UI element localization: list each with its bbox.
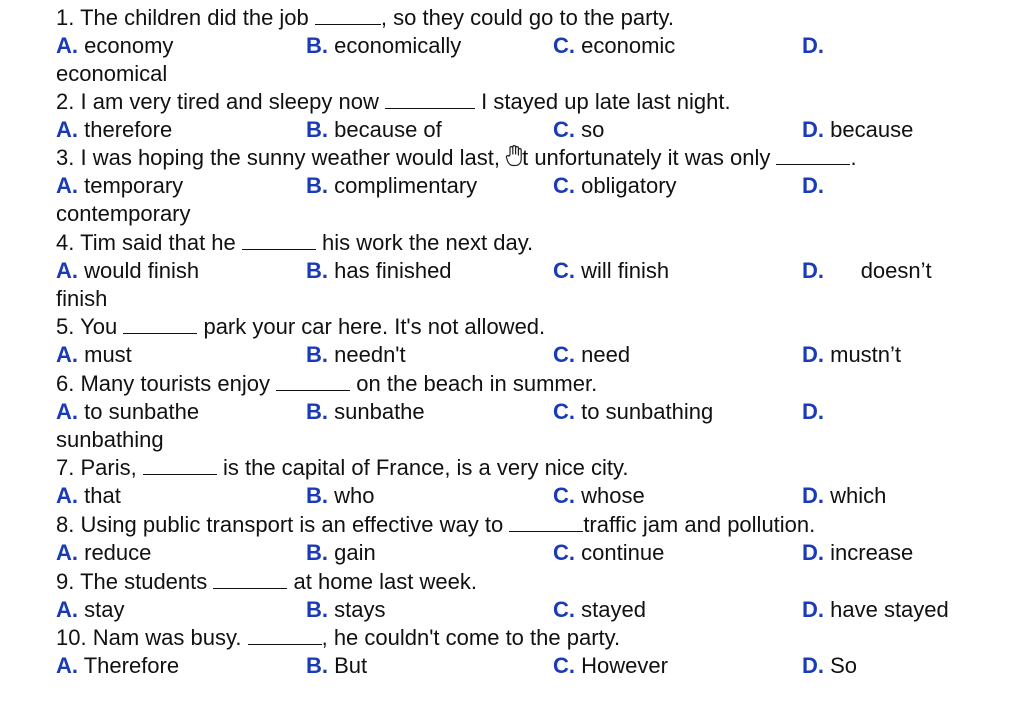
answer-blank xyxy=(242,231,316,250)
question-text: Paris, xyxy=(80,455,137,480)
question-text-end: is the capital of France, is a very nice city. xyxy=(222,455,629,480)
option-c[interactable]: C. will finish xyxy=(553,258,670,283)
question-text-end: at home last week. xyxy=(293,569,477,594)
option-d[interactable]: D. xyxy=(802,399,824,424)
question-6 xyxy=(56,370,1016,398)
question-text-end: I stayed up late last night. xyxy=(481,89,731,114)
question-8 xyxy=(56,511,1016,539)
option-c[interactable]: C. economic xyxy=(553,33,676,58)
options-3 xyxy=(56,172,1016,200)
option-b[interactable]: B. has finished xyxy=(306,258,452,283)
question-number: 8. xyxy=(56,512,75,537)
answer-blank xyxy=(213,570,287,589)
question-text: Many tourists enjoy xyxy=(80,371,271,396)
option-d-continued: contemporary xyxy=(56,201,191,226)
option-a[interactable]: A. to sunbathe xyxy=(56,399,200,424)
question-number: 1. xyxy=(56,5,75,30)
option-a[interactable]: A. would finish xyxy=(56,258,200,283)
question-number: 4. xyxy=(56,230,75,255)
question-number: 6. xyxy=(56,371,75,396)
option-b[interactable]: B. But xyxy=(306,653,368,678)
question-text: I am very tired and sleepy now xyxy=(80,89,379,114)
question-number: 2. xyxy=(56,89,75,114)
question-text-end: his work the next day. xyxy=(322,230,534,255)
question-9 xyxy=(56,568,1016,596)
answer-blank xyxy=(248,626,322,645)
option-c[interactable]: C. obligatory xyxy=(553,173,677,198)
option-b[interactable]: B. economically xyxy=(306,33,462,58)
option-d[interactable]: D. doesn’t xyxy=(802,258,932,283)
option-c[interactable]: C. stayed xyxy=(553,597,646,622)
option-c[interactable]: C. so xyxy=(553,117,605,142)
answer-blank xyxy=(509,513,583,532)
question-text-end: , so they could go to the party. xyxy=(380,5,675,30)
question-4 xyxy=(56,229,1016,257)
option-d-continued: sunbathing xyxy=(56,427,164,452)
question-3: 3. I was hoping the sunny weather would last, t unfortunately it was only . xyxy=(56,144,1016,172)
option-c[interactable]: C. However xyxy=(553,653,668,678)
question-text-end: traffic jam and pollution. xyxy=(583,512,816,537)
option-a[interactable]: A. temporary xyxy=(56,173,184,198)
option-d[interactable]: D. have stayed xyxy=(802,597,949,622)
option-b[interactable]: B. complimentary xyxy=(306,173,478,198)
question-text-end: t unfortunately it was only xyxy=(522,145,771,170)
answer-blank xyxy=(123,315,197,334)
question-5 xyxy=(56,313,1016,341)
option-d[interactable]: D. because xyxy=(802,117,914,142)
option-b[interactable]: B. sunbathe xyxy=(306,399,425,424)
question-text: Nam was busy. xyxy=(92,625,242,650)
option-a[interactable]: A. must xyxy=(56,342,132,367)
options-9 xyxy=(56,596,1016,624)
options-8 xyxy=(56,539,1016,567)
question-1 xyxy=(56,4,1016,32)
option-a[interactable]: A. Therefore xyxy=(56,653,180,678)
question-text: I was hoping the sunny weather would last, xyxy=(80,145,500,170)
options-5 xyxy=(56,341,1016,369)
options-4 xyxy=(56,257,1016,285)
question-text: The children did the job xyxy=(80,5,309,30)
answer-blank xyxy=(143,456,217,475)
option-d-continued: economical xyxy=(56,61,168,86)
question-text: The students xyxy=(80,569,208,594)
option-c[interactable]: C. need xyxy=(553,342,631,367)
option-d[interactable]: D. which xyxy=(802,483,887,508)
option-b[interactable]: B. needn't xyxy=(306,342,406,367)
question-text: You xyxy=(80,314,118,339)
question-number: 5. xyxy=(56,314,75,339)
answer-blank xyxy=(315,6,381,25)
question-10 xyxy=(56,624,1016,652)
option-d[interactable]: D. mustn’t xyxy=(802,342,902,367)
option-c[interactable]: C. to sunbathing xyxy=(553,399,714,424)
option-a[interactable]: A. stay xyxy=(56,597,125,622)
option-d[interactable]: D. xyxy=(802,33,824,58)
option-d-continued: finish xyxy=(56,286,108,311)
option-a[interactable]: A. reduce xyxy=(56,540,152,565)
question-text-end: on the beach in summer. xyxy=(356,371,598,396)
options-1 xyxy=(56,32,1016,60)
options-7 xyxy=(56,482,1016,510)
question-text: Tim said that he xyxy=(80,230,236,255)
option-c[interactable]: C. whose xyxy=(553,483,645,508)
option-d[interactable]: D. xyxy=(802,173,824,198)
question-text-end: , he couldn't come to the party. xyxy=(321,625,621,650)
question-text: Using public transport is an effective way to xyxy=(80,512,504,537)
question-text-end: park your car here. It's not allowed. xyxy=(203,314,546,339)
answer-blank xyxy=(276,372,350,391)
options-2 xyxy=(56,116,1016,144)
option-a[interactable]: A. therefore xyxy=(56,117,173,142)
answer-blank xyxy=(385,90,475,109)
option-b[interactable]: B. because of xyxy=(306,117,442,142)
option-c[interactable]: C. continue xyxy=(553,540,665,565)
options-6 xyxy=(56,398,1016,426)
question-2 xyxy=(56,88,1016,116)
question-7 xyxy=(56,454,1016,482)
option-a[interactable]: A. that xyxy=(56,483,121,508)
question-number: 9. xyxy=(56,569,75,594)
option-d[interactable]: D. increase xyxy=(802,540,914,565)
question-number: 10. xyxy=(56,625,87,650)
answer-blank xyxy=(776,146,850,165)
question-number: 7. xyxy=(56,455,75,480)
option-a[interactable]: A. economy xyxy=(56,33,174,58)
question-number: 3. xyxy=(56,145,75,170)
option-b[interactable]: B. who xyxy=(306,483,375,508)
option-b[interactable]: B. gain xyxy=(306,540,376,565)
option-d[interactable]: D. So xyxy=(802,653,858,678)
options-10 xyxy=(56,652,1016,680)
option-b[interactable]: B. stays xyxy=(306,597,386,622)
